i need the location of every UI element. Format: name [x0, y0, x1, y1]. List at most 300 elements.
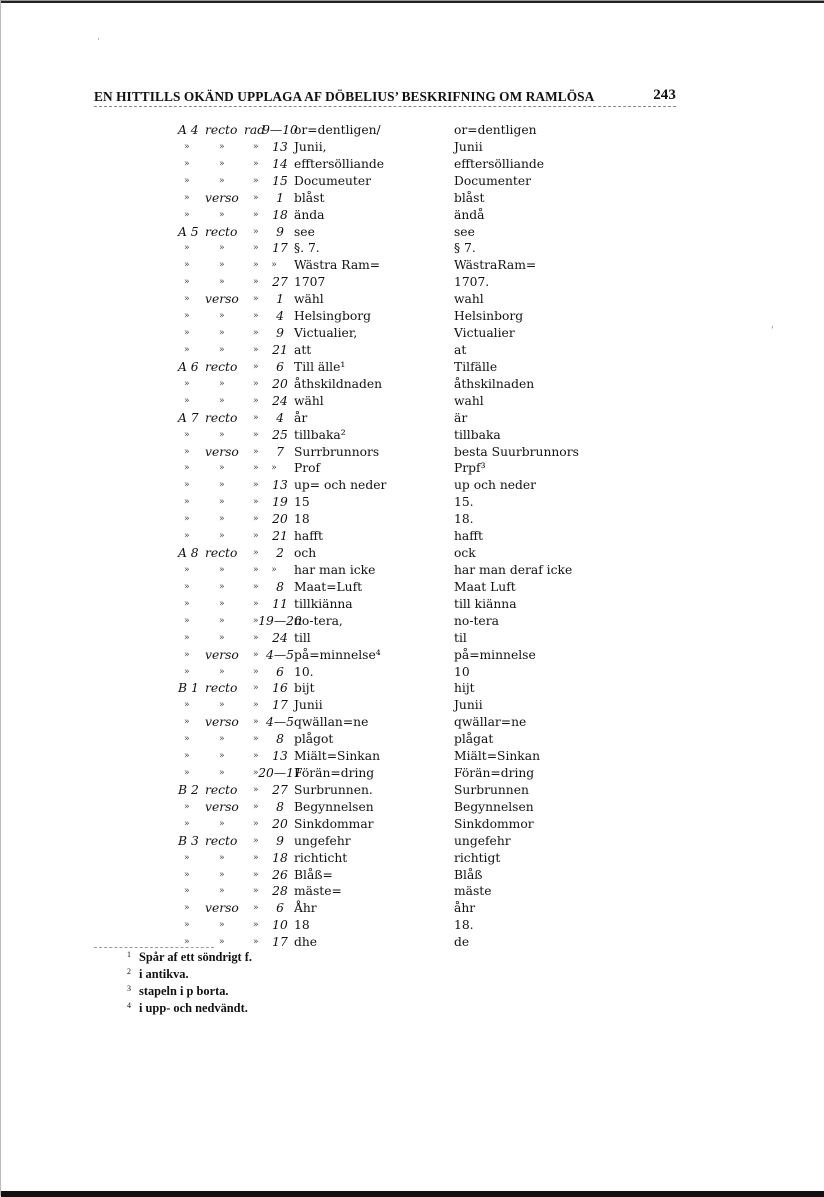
page-side-cell: » [219, 564, 225, 575]
scan-bottom-edge [1, 1191, 824, 1197]
original-reading-cell: har man icke [294, 562, 376, 577]
errata-row [1, 376, 824, 393]
line-number-cell: » [271, 564, 277, 575]
line-number-cell: 21 [272, 529, 288, 544]
signature-cell: » [184, 378, 190, 389]
errata-row [1, 207, 824, 224]
line-label-cell: » [253, 649, 259, 660]
line-label-cell: rad [244, 123, 266, 137]
page-side-cell: » [219, 480, 225, 491]
line-number-cell: 17 [272, 241, 288, 256]
scan-speck: · [97, 35, 100, 45]
line-label-cell: » [253, 531, 259, 542]
line-number-cell: 1 [276, 190, 284, 205]
corrected-reading-cell: Surbrunnen [454, 782, 529, 797]
line-label-cell: » [253, 598, 259, 609]
signature-cell: » [184, 632, 190, 643]
errata-row [1, 900, 824, 917]
original-reading-cell: no-tera, [294, 613, 343, 628]
header-rule [94, 106, 676, 107]
signature-cell: » [184, 446, 190, 457]
errata-row [1, 410, 824, 427]
corrected-reading-cell: ock [454, 546, 476, 561]
page-side-cell: verso [205, 799, 239, 814]
errata-row [1, 511, 824, 528]
line-number-cell: 16 [272, 681, 288, 696]
page-side-cell: » [219, 734, 225, 745]
errata-row [1, 359, 824, 376]
corrected-reading-cell: Maat Luft [454, 579, 516, 594]
signature-cell: » [184, 937, 190, 948]
page-side-cell: » [219, 869, 225, 880]
corrected-reading-cell: 15. [454, 495, 474, 510]
errata-row [1, 156, 824, 173]
original-reading-cell: up= och neder [294, 478, 387, 493]
line-number-cell: 25 [272, 427, 288, 442]
page-side-cell: » [219, 666, 225, 677]
signature-cell: » [184, 598, 190, 609]
original-reading-cell: 18 [294, 512, 310, 527]
signature-cell: » [184, 581, 190, 592]
errata-row [1, 528, 824, 545]
line-label-cell: » [253, 446, 259, 457]
original-reading-cell: Victualier, [294, 326, 358, 341]
corrected-reading-cell: Helsinborg [454, 309, 524, 324]
errata-row [1, 731, 824, 748]
line-label-cell: » [253, 751, 259, 762]
corrected-reading-cell: at [454, 342, 467, 357]
line-label-cell: » [253, 920, 259, 931]
line-number-cell: 19 [272, 495, 288, 510]
line-number-cell: 24 [272, 393, 288, 408]
page-side-cell: » [219, 920, 225, 931]
corrected-reading-cell: Junii [454, 698, 483, 713]
page-side-cell: » [219, 141, 225, 152]
page-number: 243 [653, 87, 676, 103]
original-reading-cell: åthskildnaden [294, 376, 383, 391]
errata-row [1, 477, 824, 494]
line-number-cell: 15 [272, 173, 288, 188]
line-label-cell: » [253, 852, 259, 863]
corrected-reading-cell: wahl [454, 292, 484, 307]
line-label-cell: » [253, 480, 259, 491]
signature-cell: » [184, 751, 190, 762]
line-label-cell: » [253, 514, 259, 525]
corrected-reading-cell: är [454, 410, 468, 425]
line-label-cell: » [253, 700, 259, 711]
line-label-cell: » [253, 632, 259, 643]
line-number-cell: 13 [272, 749, 288, 764]
footnote-mark: 4 [127, 1001, 131, 1010]
errata-row [1, 342, 824, 359]
page-side-cell: » [219, 175, 225, 186]
page-side-cell: » [219, 768, 225, 779]
signature-cell: » [184, 328, 190, 339]
page-side-cell: » [219, 209, 225, 220]
line-label-cell: » [253, 294, 259, 305]
original-reading-cell: blåst [294, 190, 325, 205]
corrected-reading-cell: up och neder [454, 478, 537, 493]
signature-cell: » [184, 531, 190, 542]
signature-cell: » [184, 344, 190, 355]
scan-top-edge [1, 1, 824, 3]
corrected-reading-cell: blåst [454, 190, 485, 205]
corrected-reading-cell: 18. [454, 512, 474, 527]
line-label-cell: » [253, 429, 259, 440]
line-label-cell: » [253, 361, 259, 372]
line-number-cell: 17 [272, 935, 288, 950]
errata-row [1, 224, 824, 241]
errata-row [1, 647, 824, 664]
line-number-cell: 4 [276, 410, 284, 425]
errata-row [1, 562, 824, 579]
line-number-cell: 13 [272, 478, 288, 493]
line-label-cell: » [253, 683, 259, 694]
page-side-cell: » [219, 277, 225, 288]
line-label-cell: » [253, 141, 259, 152]
signature-cell: » [184, 311, 190, 322]
line-number-cell: 18 [272, 850, 288, 865]
line-label-cell: » [253, 463, 259, 474]
corrected-reading-cell: på=minnelse [454, 647, 536, 662]
errata-row [1, 393, 824, 410]
signature-cell: B 1 [178, 681, 199, 696]
original-reading-cell: see [294, 224, 315, 239]
page-side-cell: verso [205, 901, 239, 916]
line-number-cell: 20 [272, 816, 288, 831]
corrected-reading-cell: ungefehr [454, 833, 511, 848]
errata-row [1, 427, 824, 444]
corrected-reading-cell: WästraRam= [454, 258, 537, 273]
line-number-cell: 11 [272, 596, 288, 611]
corrected-reading-cell: Blåß [454, 867, 483, 882]
corrected-reading-cell: Prpf³ [454, 461, 486, 476]
signature-cell: » [184, 869, 190, 880]
corrected-reading-cell: Miält=Sinkan [454, 749, 541, 764]
page-side-cell: » [219, 429, 225, 440]
signature-cell: A 6 [178, 359, 199, 374]
line-number-cell: 2 [276, 546, 284, 561]
signature-cell: » [184, 852, 190, 863]
signature-cell: » [184, 886, 190, 897]
page-side-cell: » [219, 497, 225, 508]
line-label-cell: » [253, 768, 259, 779]
page-side-cell: » [219, 531, 225, 542]
original-reading-cell: Till älle¹ [294, 359, 346, 374]
signature-cell: » [184, 801, 190, 812]
page-side-cell: recto [205, 681, 238, 696]
signature-cell: » [184, 717, 190, 728]
corrected-reading-cell: ändå [454, 207, 485, 222]
footnote-text: stapeln i p borta. [139, 984, 229, 998]
corrected-reading-cell: åhr [454, 901, 476, 916]
footnote-text: i upp- och nedvändt. [139, 1001, 248, 1015]
corrected-reading-cell: till kiänna [454, 596, 517, 611]
line-label-cell: » [253, 835, 259, 846]
line-label-cell: » [253, 564, 259, 575]
corrected-reading-cell: plågat [454, 732, 494, 747]
signature-cell: A 7 [178, 410, 199, 425]
page-side-cell: verso [205, 444, 239, 459]
original-reading-cell: Junii, [294, 139, 327, 154]
line-label-cell: » [253, 395, 259, 406]
original-reading-cell: tillkiänna [294, 596, 353, 611]
line-number-cell: 8 [276, 799, 284, 814]
line-label-cell: » [253, 328, 259, 339]
signature-cell: » [184, 463, 190, 474]
line-number-cell: 26 [272, 867, 288, 882]
original-reading-cell: wähl [294, 292, 324, 307]
line-label-cell: » [253, 903, 259, 914]
line-label-cell: » [253, 801, 259, 812]
corrected-reading-cell: wahl [454, 393, 484, 408]
original-reading-cell: på=minnelse⁴ [294, 647, 381, 662]
original-reading-cell: 10. [294, 664, 314, 679]
page-side-cell: verso [205, 715, 239, 730]
errata-row [1, 917, 824, 934]
line-label-cell: » [253, 497, 259, 508]
original-reading-cell: Helsingborg [294, 309, 371, 324]
line-number-cell: 8 [276, 579, 284, 594]
signature-cell: » [184, 615, 190, 626]
corrected-reading-cell: 1707. [454, 275, 490, 290]
original-reading-cell: richticht [294, 850, 348, 865]
signature-cell: » [184, 141, 190, 152]
signature-cell: » [184, 209, 190, 220]
corrected-reading-cell: åthskilnaden [454, 376, 535, 391]
line-number-cell: 17 [272, 698, 288, 713]
line-label-cell: » [253, 818, 259, 829]
line-label-cell: » [253, 311, 259, 322]
line-number-cell: 9 [276, 224, 284, 239]
corrected-reading-cell: har man deraf icke [454, 562, 573, 577]
corrected-reading-cell: see [454, 224, 475, 239]
corrected-reading-cell: Documenter [454, 173, 532, 188]
signature-cell: A 8 [178, 546, 199, 561]
line-number-cell: 9 [276, 326, 284, 341]
errata-row [1, 697, 824, 714]
errata-row [1, 867, 824, 884]
page-side-cell: recto [205, 546, 238, 561]
page-side-cell: » [219, 937, 225, 948]
original-reading-cell: tillbaka² [294, 427, 346, 442]
original-reading-cell: Surbrunnen. [294, 782, 373, 797]
signature-cell: » [184, 700, 190, 711]
errata-row [1, 240, 824, 257]
original-reading-cell: och [294, 546, 317, 561]
errata-row [1, 613, 824, 630]
line-number-cell: 19—20 [258, 613, 302, 628]
signature-cell: » [184, 666, 190, 677]
original-reading-cell: qwällan=ne [294, 715, 369, 730]
signature-cell: » [184, 429, 190, 440]
original-reading-cell: wähl [294, 393, 324, 408]
line-number-cell: 9—10 [262, 123, 298, 137]
page-side-cell: recto [205, 224, 238, 239]
page-side-cell: » [219, 328, 225, 339]
signature-cell: A 4 [178, 123, 199, 137]
original-reading-cell: bijt [294, 681, 315, 696]
errata-row [1, 460, 824, 477]
line-number-cell: 6 [276, 901, 284, 916]
page-side-cell: recto [205, 410, 238, 425]
corrected-reading-cell: Förän=dring [454, 766, 535, 781]
errata-row [1, 630, 824, 647]
original-reading-cell: Begynnelsen [294, 799, 374, 814]
errata-row [1, 850, 824, 867]
corrected-reading-cell: Victualier [454, 326, 515, 341]
line-number-cell: 27 [272, 782, 288, 797]
original-reading-cell: Maat=Luft [294, 579, 363, 594]
original-reading-cell: Documeuter [294, 173, 372, 188]
errata-row [1, 596, 824, 613]
line-number-cell: 8 [276, 732, 284, 747]
original-reading-cell: 18 [294, 918, 310, 933]
original-reading-cell: plågot [294, 732, 334, 747]
signature-cell: » [184, 734, 190, 745]
corrected-reading-cell: richtigt [454, 850, 501, 865]
line-label-cell: » [253, 158, 259, 169]
line-number-cell: 27 [272, 275, 288, 290]
line-number-cell: 28 [272, 884, 288, 899]
original-reading-cell: att [294, 342, 312, 357]
corrected-reading-cell: Tilfälle [454, 359, 498, 374]
signature-cell: » [184, 260, 190, 271]
signature-cell: B 3 [178, 833, 199, 848]
line-label-cell: » [253, 784, 259, 795]
line-number-cell: » [271, 463, 277, 474]
errata-row [1, 664, 824, 681]
original-reading-cell: efftersölliande [294, 156, 385, 171]
errata-row [1, 173, 824, 190]
line-label-cell: » [253, 175, 259, 186]
errata-row [1, 291, 824, 308]
original-reading-cell: Miält=Sinkan [294, 749, 381, 764]
original-reading-cell: Förän=dring [294, 766, 375, 781]
signature-cell: » [184, 903, 190, 914]
footnote-text: Spår af ett söndrigt f. [139, 950, 253, 964]
line-label-cell: » [253, 886, 259, 897]
original-reading-cell: Åhr [294, 901, 317, 916]
errata-row [1, 816, 824, 833]
errata-row [1, 883, 824, 900]
header-title: EN HITTILLS OKÄND UPPLAGA AF DÖBELIUS’ BESKRIFNING OM RAMLÖSA [94, 89, 595, 104]
corrected-reading-cell: 18. [454, 918, 474, 933]
original-reading-cell: Sinkdommar [294, 816, 374, 831]
page-side-cell: » [219, 751, 225, 762]
page-side-cell: » [219, 818, 225, 829]
signature-cell: » [184, 277, 190, 288]
errata-row [1, 444, 824, 461]
errata-row [1, 494, 824, 511]
corrected-reading-cell: no-tera [454, 613, 499, 628]
corrected-reading-cell: Sinkdommor [454, 816, 534, 831]
corrected-reading-cell: § 7. [454, 241, 476, 256]
line-label-cell: » [253, 548, 259, 559]
page-side-cell: » [219, 260, 225, 271]
signature-cell: » [184, 192, 190, 203]
original-reading-cell: till [294, 630, 311, 645]
signature-cell: » [184, 243, 190, 254]
line-number-cell: 24 [272, 630, 288, 645]
errata-row [1, 765, 824, 782]
original-reading-cell: §. 7. [294, 241, 320, 256]
line-number-cell: 9 [276, 833, 284, 848]
signature-cell: » [184, 175, 190, 186]
signature-cell: A 5 [178, 224, 199, 239]
footnote-rule [94, 947, 214, 948]
original-reading-cell: ungefehr [294, 833, 351, 848]
page-side-cell: recto [205, 123, 238, 137]
signature-cell: » [184, 818, 190, 829]
page-side-cell: verso [205, 647, 239, 662]
original-reading-cell: 15 [294, 495, 310, 510]
page-side-cell: recto [205, 782, 238, 797]
line-label-cell: » [253, 615, 259, 626]
corrected-reading-cell: efftersölliande [454, 156, 545, 171]
errata-row [1, 545, 824, 562]
page-side-cell: recto [205, 833, 238, 848]
line-number-cell: 21 [272, 342, 288, 357]
line-label-cell: » [253, 277, 259, 288]
footnote-text: i antikva. [139, 967, 189, 981]
page-side-cell: » [219, 378, 225, 389]
line-number-cell: 13 [272, 139, 288, 154]
errata-row [1, 257, 824, 274]
errata-row [1, 799, 824, 816]
page-side-cell: » [219, 463, 225, 474]
original-reading-cell: Blåß= [294, 867, 333, 882]
line-number-cell: 1 [276, 292, 284, 307]
page-side-cell: » [219, 615, 225, 626]
line-label-cell: » [253, 937, 259, 948]
line-number-cell: 18 [272, 207, 288, 222]
page-side-cell: » [219, 598, 225, 609]
original-reading-cell: år [294, 410, 308, 425]
signature-cell: » [184, 649, 190, 660]
line-label-cell: » [253, 243, 259, 254]
line-label-cell: » [253, 869, 259, 880]
page-side-cell: » [219, 514, 225, 525]
errata-row [1, 190, 824, 207]
original-reading-cell: Junii [294, 698, 323, 713]
original-reading-cell: mäste= [294, 884, 342, 899]
page-side-cell: » [219, 886, 225, 897]
corrected-reading-cell: de [454, 935, 470, 950]
errata-row [1, 308, 824, 325]
footnote-mark: 2 [127, 967, 131, 976]
original-reading-cell: dhe [294, 935, 318, 950]
original-reading-cell: or=dentligen/ [294, 123, 381, 137]
corrected-reading-cell: Begynnelsen [454, 799, 534, 814]
original-reading-cell: hafft [294, 529, 323, 544]
corrected-reading-cell: Junii [454, 139, 483, 154]
footnote-mark: 3 [127, 984, 131, 993]
corrected-reading-cell: qwällar=ne [454, 715, 527, 730]
page-side-cell: » [219, 344, 225, 355]
line-label-cell: » [253, 412, 259, 423]
signature-cell: » [184, 514, 190, 525]
original-reading-cell: ända [294, 207, 325, 222]
line-label-cell: » [253, 260, 259, 271]
line-number-cell: 20—11 [258, 766, 302, 781]
page-side-cell: » [219, 632, 225, 643]
page-side-cell: » [219, 158, 225, 169]
line-label-cell: » [253, 344, 259, 355]
line-label-cell: » [253, 378, 259, 389]
line-number-cell: 6 [276, 664, 284, 679]
original-reading-cell: 1707 [294, 275, 326, 290]
